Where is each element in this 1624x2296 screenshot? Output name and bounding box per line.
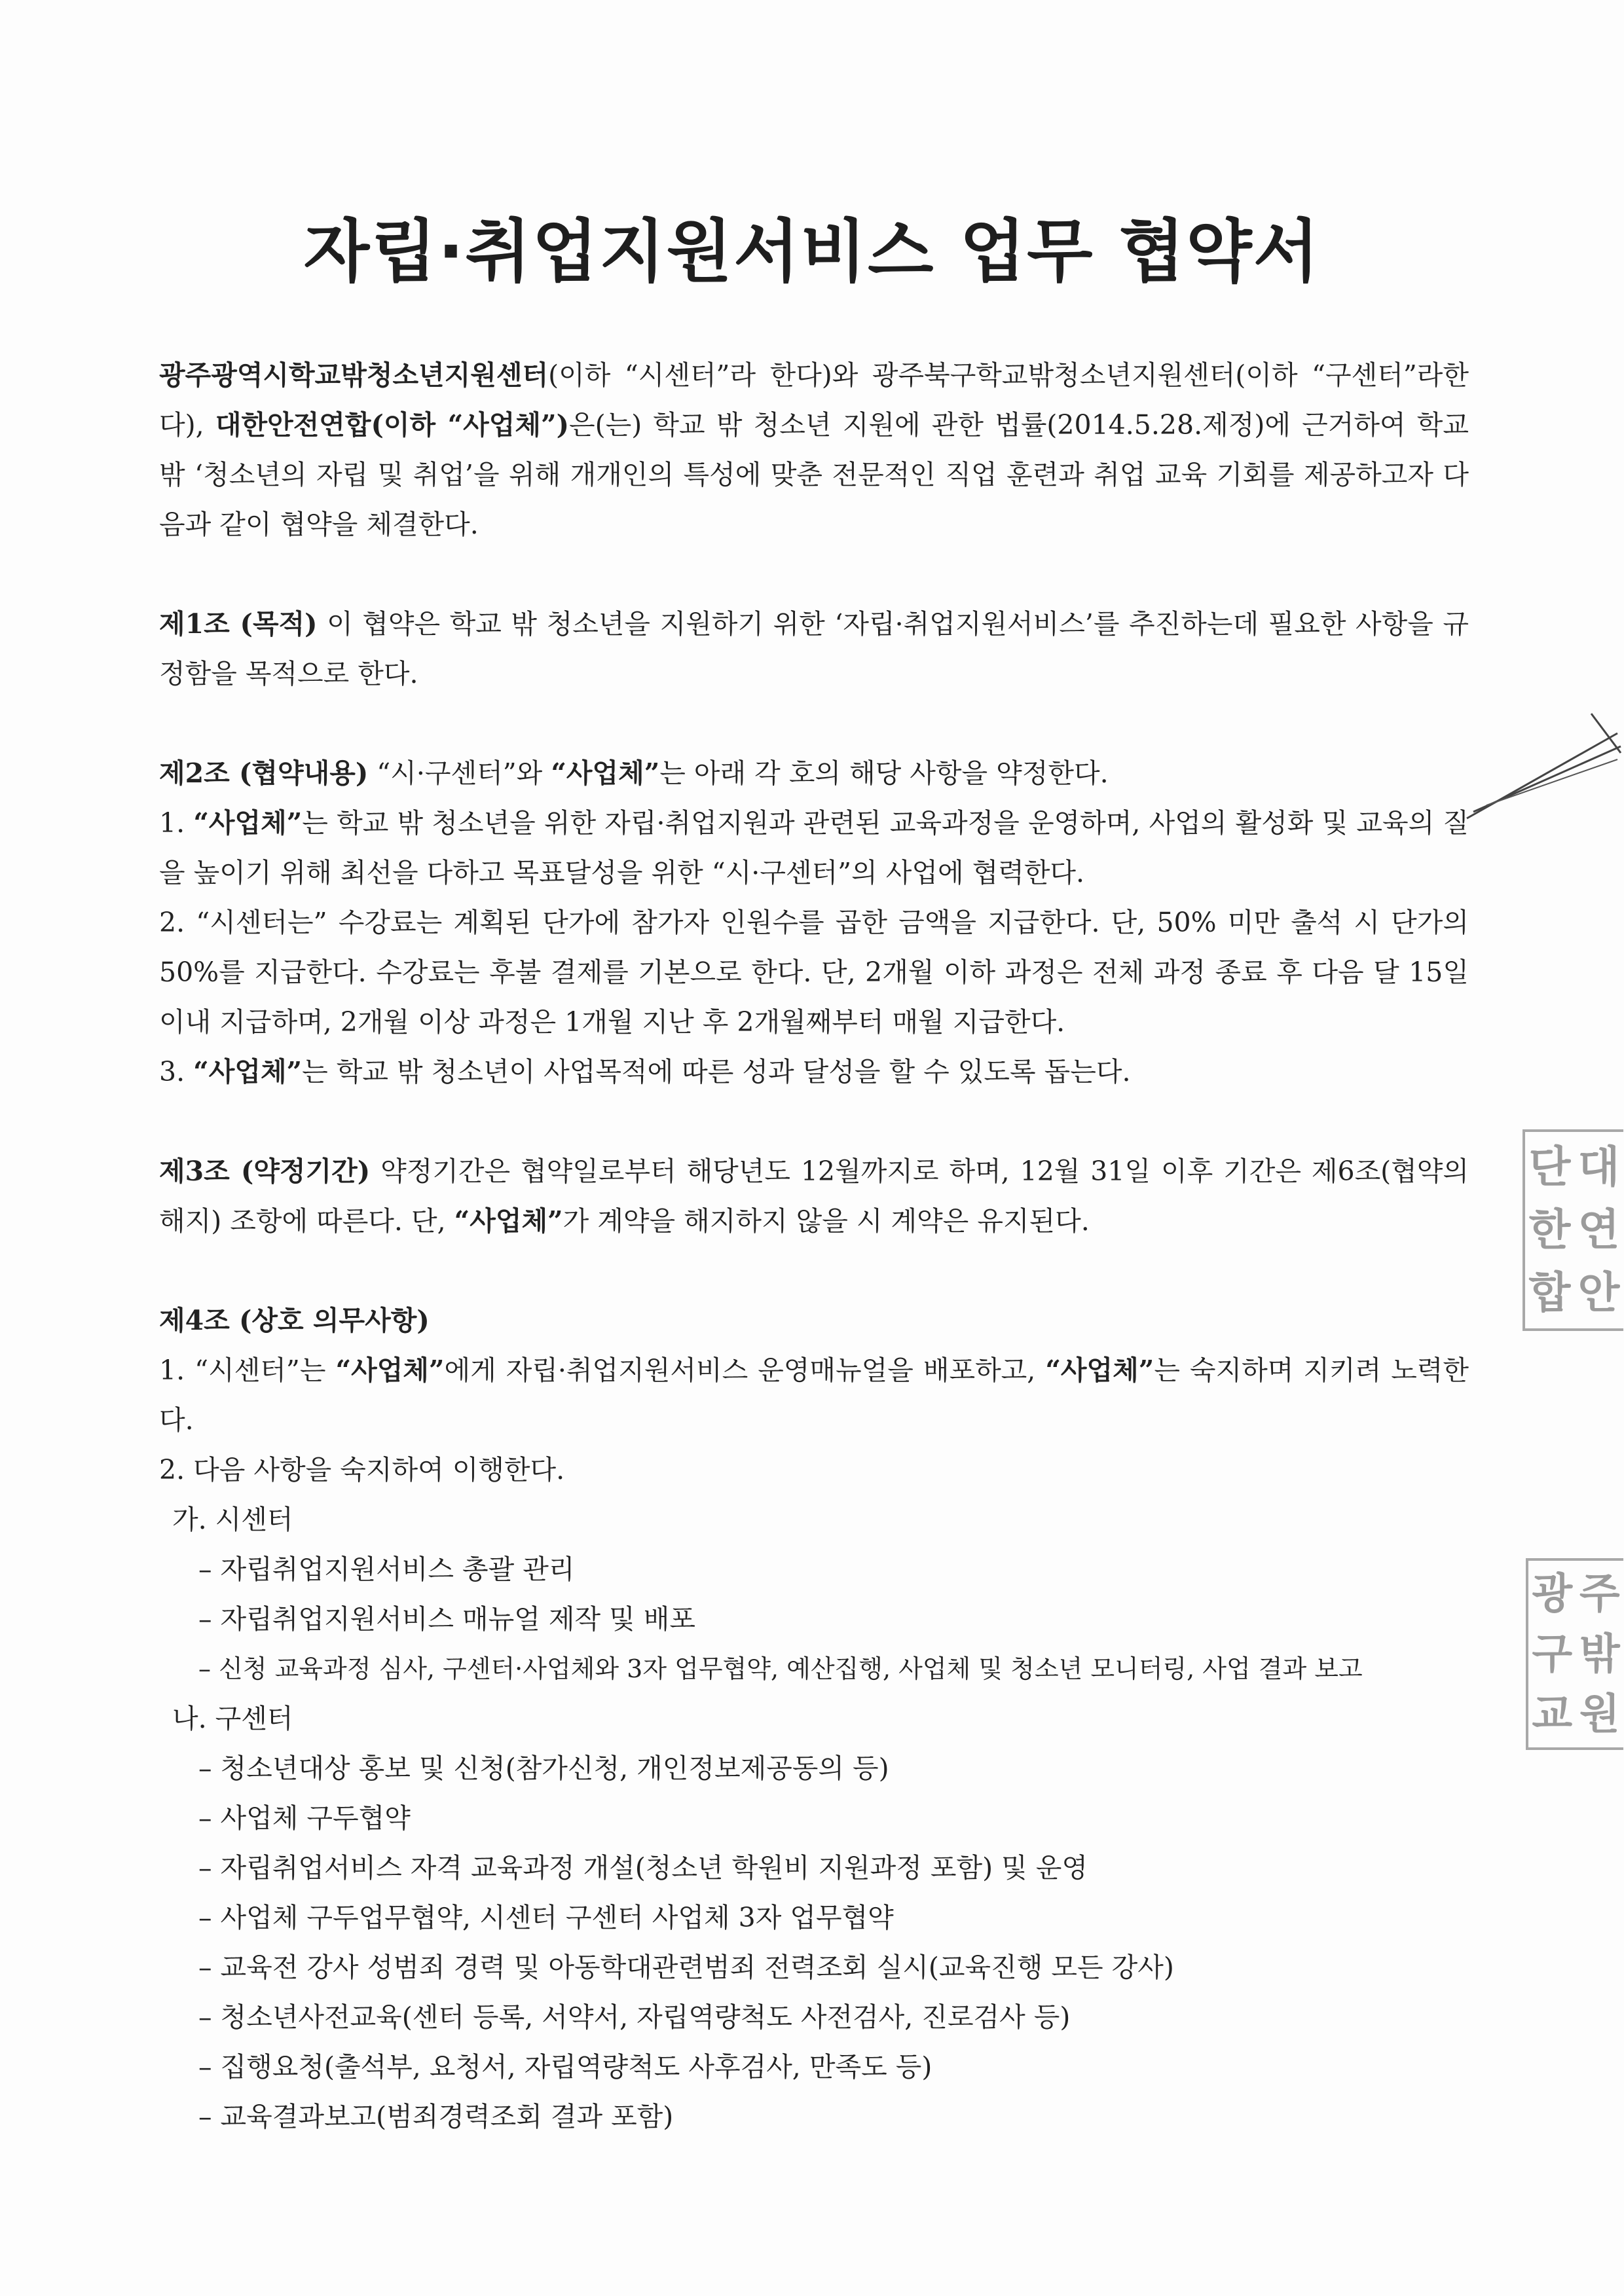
article-4-item-1 xyxy=(159,1345,1469,1445)
signature-scribble xyxy=(1460,707,1624,825)
article-2-item-1-bold: “사업체” xyxy=(193,807,303,839)
intro-paragraph xyxy=(159,350,1469,549)
article-2-item-2: 2. “시센터는” 수강료는 계획된 단가에 참가자 인원수를 곱한 금액을 지급한다. 단, 50% 미만 출석 시 단가의 50%를 지급한다. 수강료는 후불 결제를 기본으로 한다. 단, 2개월 이하 과정은 전체 과정 종료 후 다음 달 15일 이내 지급하며, 2개월 이상 과정은 1개월 지난 후 2개월째부터 매월 지급한다. xyxy=(159,907,1469,1038)
list-item: – 자립취업지원서비스 총괄 관리 xyxy=(198,1554,575,1585)
article-2-item-3-num: 3. xyxy=(159,1056,194,1087)
list-item: – 자립취업지원서비스 매뉴얼 제작 및 배포 xyxy=(198,1603,695,1635)
article-3-text-b: “사업체” xyxy=(454,1205,563,1237)
article-4-item-2: 2. 다음 사항을 숙지하여 이행한다. xyxy=(159,1454,565,1485)
seal-stamp-company: 단 대 한 연 합 안 xyxy=(1522,1129,1623,1331)
article-2-item-3-text: 는 학교 밖 청소년이 사업목적에 따른 성과 달성을 할 수 있도록 돕는다. xyxy=(302,1056,1131,1087)
section-ga-heading: 가. 시센터 xyxy=(172,1504,293,1535)
article-2-item-3 xyxy=(159,1047,1469,1097)
article-2-item-1-text: 는 학교 밖 청소년을 위한 자립·취업지원과 관련된 교육과정을 운영하며, 사업의 활성화 및 교육의 질을 높이기 위해 최선을 다하고 목표달성을 위한 “시·구센터”의 사업에 협력한다. xyxy=(159,807,1469,888)
article-2-item-1-num: 1. xyxy=(159,807,194,839)
article-1-heading: 제1조 (목적) xyxy=(159,608,318,640)
article-1-text: 이 협약은 학교 밖 청소년을 지원하기 위한 ‘자립·취업지원서비스’를 추진하는데 필요한 사항을 규정함을 목적으로 한다. xyxy=(159,608,1469,689)
article-2-text-a: “시·구센터”와 xyxy=(368,757,551,789)
article-4-item-1-a: 1. “시센터”는 xyxy=(159,1355,336,1386)
list-item: – 청소년사전교육(센터 등록, 서약서, 자립역량척도 사전검사, 진로검사 등) xyxy=(198,2001,1071,2033)
list-item: – 교육전 강사 성범죄 경력 및 아동학대관련범죄 전력조회 실시(교육진행 모든 강사) xyxy=(198,1952,1174,1983)
article-1 xyxy=(159,599,1469,699)
article-2-intro xyxy=(159,748,1469,798)
document-title: 자립·취업지원서비스 업무 협약서 xyxy=(303,211,1321,291)
article-2-heading: 제2조 (협약내용) xyxy=(159,757,369,789)
article-4-item-1-b: 에게 자립·취업지원서비스 운영매뉴얼을 배포하고, xyxy=(444,1355,1046,1386)
list-item: – 자립취업서비스 자격 교육과정 개설(청소년 학원비 지원과정 포함) 및 운영 xyxy=(198,1852,1088,1884)
intro-text: (이하 “시센터”라 한다)와 광주북구학교밖청소년지원센터(이하 “구센터”라한다), xyxy=(159,359,1469,441)
article-4-item-1-c: 는 숙지하며 지키려 노력한다. xyxy=(159,1355,1469,1436)
seal-stamp-center: 광 주 구 밖 교 원 xyxy=(1526,1558,1623,1750)
article-2-item-3-bold: “사업체” xyxy=(193,1056,303,1087)
list-item: – 사업체 구두업무협약, 시센터 구센터 사업체 3자 업무협약 xyxy=(198,1902,894,1933)
article-3 xyxy=(159,1146,1469,1246)
list-item: – 신청 교육과정 심사, 구센터·사업체와 3자 업무협약, 예산집행, 사업체 및 청소년 모니터링, 사업 결과 보고 xyxy=(198,1654,1363,1683)
document-body xyxy=(159,350,1469,2141)
intro-bold-org: 광주광역시학교밖청소년지원센터 xyxy=(159,359,549,391)
list-item: – 청소년대상 홍보 및 신청(참가신청, 개인정보제공동의 등) xyxy=(198,1753,889,1784)
list-item: – 집행요청(출석부, 요청서, 자립역량척도 사후검사, 만족도 등) xyxy=(198,2051,932,2083)
article-4-heading-line xyxy=(159,1296,1469,1345)
article-4-item-1-bold: “사업체” xyxy=(335,1355,445,1386)
intro-text-2: 은(는) 학교 밖 청소년 지원에 관한 법률(2014.5.28.제정)에 근거하여 학교 밖 ‘청소년의 자립 및 취업’을 위해 개개인의 특성에 맞춘 전문적인 직업 훈련과 취업 교육 기회를 제공하고자 다음과 같이 협약을 체결한다. xyxy=(159,409,1469,540)
intro-bold-company: 대한안전연합(이하 “사업체”) xyxy=(215,409,569,441)
article-2-text-c: 는 아래 각 호의 해당 사항을 약정한다. xyxy=(659,757,1109,789)
article-3-text-a: 약정기간은 협약일로부터 해당년도 12월까지로 하며, 12월 31일 이후 기간은 제6조(협약의 해지) 조항에 따른다. 단, xyxy=(159,1156,1469,1237)
list-item: – 교육결과보고(범죄경력조회 결과 포함) xyxy=(198,2101,674,2132)
article-3-heading: 제3조 (약정기간) xyxy=(159,1156,371,1187)
article-4-item-1-bold-2: “사업체” xyxy=(1045,1355,1154,1386)
list-item: – 사업체 구두협약 xyxy=(198,1802,411,1834)
article-2-item-1 xyxy=(159,798,1469,898)
section-na-heading: 나. 구센터 xyxy=(172,1703,293,1734)
article-4-heading: 제4조 (상호 의무사항) xyxy=(159,1305,430,1336)
article-2-text-b: “사업체” xyxy=(551,757,660,789)
article-3-text-c: 가 계약을 해지하지 않을 시 계약은 유지된다. xyxy=(563,1205,1090,1237)
